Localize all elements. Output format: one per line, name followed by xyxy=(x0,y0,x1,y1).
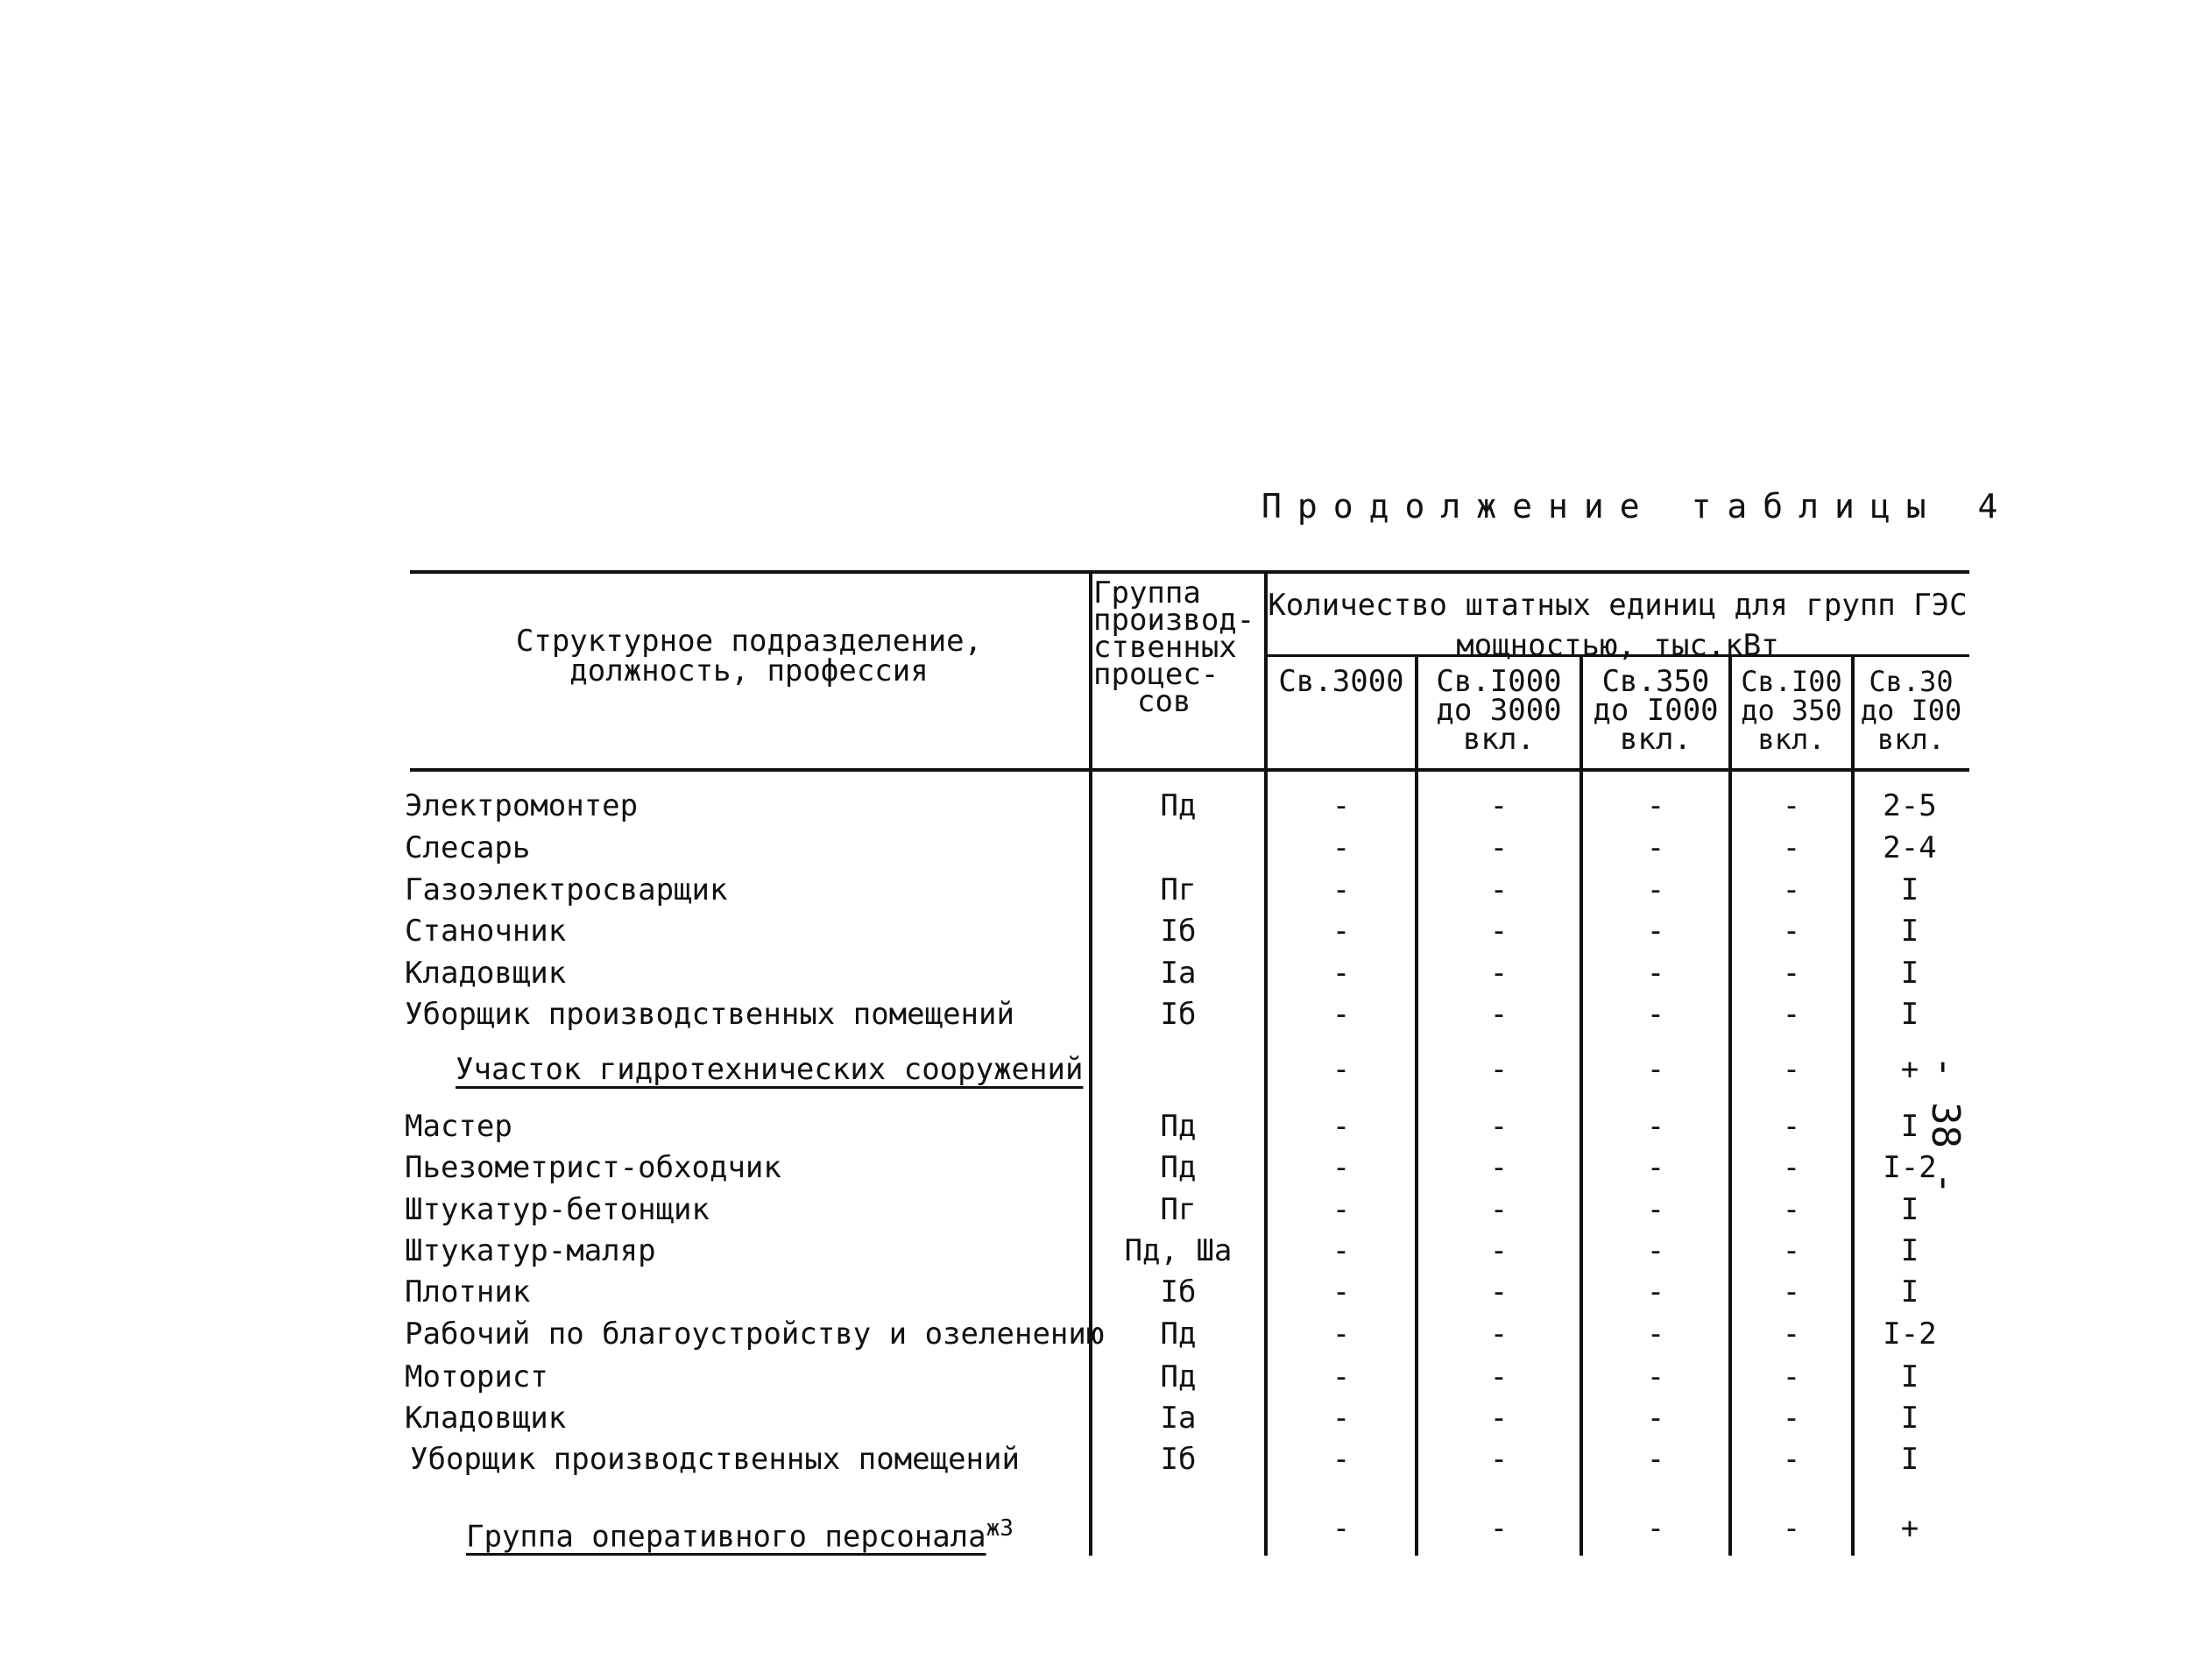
row-group: Пг xyxy=(1160,1192,1197,1227)
row-value: I xyxy=(1900,914,1919,949)
row-value: - xyxy=(1332,830,1351,865)
row-value: - xyxy=(1332,1359,1351,1394)
row-value: - xyxy=(1489,1511,1509,1546)
row-value: - xyxy=(1489,1274,1509,1310)
row-value: - xyxy=(1782,1233,1801,1268)
section-row xyxy=(0,1508,2212,1555)
section-title: Группа оперативного персонала xyxy=(466,1519,986,1555)
row-value: - xyxy=(1646,1109,1665,1144)
row-value: - xyxy=(1489,914,1509,949)
row-value: - xyxy=(1646,830,1665,865)
table-row xyxy=(0,1439,2212,1479)
header-col2-line: производ- xyxy=(1093,603,1255,638)
row-value: - xyxy=(1646,1511,1665,1546)
header-subcol-5 xyxy=(1853,667,1969,754)
row-value: - xyxy=(1782,1150,1801,1185)
row-value: - xyxy=(1332,914,1351,949)
row-value: - xyxy=(1782,1192,1801,1227)
table-top-rule xyxy=(410,570,1969,574)
row-name: Пьезометрист-обходчик xyxy=(405,1150,781,1185)
row-name: Штукатур-бетонщик xyxy=(405,1192,710,1227)
row-value: - xyxy=(1782,872,1801,907)
row-value: - xyxy=(1332,1274,1351,1310)
footnote-mark: ж3 xyxy=(986,1515,1014,1542)
row-name: Электромонтер xyxy=(405,788,639,823)
row-value: - xyxy=(1489,1442,1509,1477)
row-value: I xyxy=(1900,1109,1919,1144)
row-value: - xyxy=(1782,956,1801,991)
row-value: - xyxy=(1489,997,1509,1032)
row-value: - xyxy=(1489,830,1509,865)
row-group: Iб xyxy=(1160,1442,1197,1477)
row-value: I xyxy=(1900,1359,1919,1394)
header-subcol-line: Св.I00 xyxy=(1741,665,1842,698)
header-col1-line: должность, профессия xyxy=(569,653,929,688)
row-value: - xyxy=(1646,1150,1665,1185)
row-group: Iа xyxy=(1160,1401,1197,1436)
header-subcol-line: вкл. xyxy=(1620,722,1692,757)
row-value: - xyxy=(1646,1401,1665,1436)
table-row xyxy=(0,1147,2212,1188)
header-bottom-rule xyxy=(410,768,1969,772)
row-value: - xyxy=(1332,1511,1351,1546)
row-value: - xyxy=(1646,788,1665,823)
row-value: + xyxy=(1900,1511,1919,1546)
row-group: Iб xyxy=(1160,914,1197,949)
row-value: - xyxy=(1782,788,1801,823)
row-value: - xyxy=(1489,1109,1509,1144)
row-name: Слесарь xyxy=(405,830,531,865)
row-value: - xyxy=(1332,1052,1351,1087)
row-value: I xyxy=(1900,956,1919,991)
row-value: - xyxy=(1782,1442,1801,1477)
table-row xyxy=(0,786,2212,826)
header-subcol-3 xyxy=(1581,664,1730,757)
row-value: - xyxy=(1646,914,1665,949)
row-group: Iа xyxy=(1160,956,1197,991)
row-value: - xyxy=(1489,1150,1509,1185)
row-value: - xyxy=(1646,956,1665,991)
header-col2-line: ственных xyxy=(1093,630,1237,665)
row-group: Iб xyxy=(1160,997,1197,1032)
row-value: - xyxy=(1489,956,1509,991)
row-value: I xyxy=(1900,1442,1919,1477)
header-col1-line: Структурное подразделение, xyxy=(515,624,983,659)
row-value: + xyxy=(1900,1052,1919,1087)
table-row xyxy=(0,994,2212,1034)
row-value: - xyxy=(1332,1442,1351,1477)
table-caption: Продолжение таблицы 4 xyxy=(1261,487,2014,526)
table-row xyxy=(0,953,2212,993)
row-value: - xyxy=(1332,1317,1351,1352)
table-row xyxy=(0,1314,2212,1354)
row-group: Пд xyxy=(1160,788,1197,823)
row-value: - xyxy=(1646,997,1665,1032)
row-value: - xyxy=(1646,1359,1665,1394)
row-group: Пд xyxy=(1160,1109,1197,1144)
section-row xyxy=(0,1049,2212,1090)
table-row xyxy=(0,1106,2212,1147)
header-subcol-line: Св.30 xyxy=(1869,665,1954,698)
row-name: Штукатур-маляр xyxy=(405,1233,656,1268)
header-col2-line: сов xyxy=(1137,684,1191,719)
row-value: - xyxy=(1332,1109,1351,1144)
header-subcol-4 xyxy=(1730,667,1853,754)
row-value: - xyxy=(1646,872,1665,907)
row-group: Пг xyxy=(1160,872,1197,907)
row-value: 2-4 xyxy=(1883,830,1937,865)
row-value: I-2 xyxy=(1883,1317,1937,1352)
row-value: - xyxy=(1782,1511,1801,1546)
header-subcol-1 xyxy=(1266,664,1417,699)
row-group: Пд xyxy=(1160,1150,1197,1185)
row-value: - xyxy=(1489,788,1509,823)
row-value: 2-5 xyxy=(1883,788,1937,823)
header-subcol-2 xyxy=(1417,664,1581,757)
header-subcol-line: до 350 xyxy=(1741,694,1842,727)
row-name: Рабочий по благоустройству и озеленению xyxy=(405,1317,1105,1352)
row-value: - xyxy=(1782,1317,1801,1352)
header-col2-line: Группа xyxy=(1093,575,1201,611)
row-value: - xyxy=(1489,1317,1509,1352)
header-subcol-line: до I00 xyxy=(1860,694,1962,727)
table-row xyxy=(0,1398,2212,1438)
row-value: - xyxy=(1646,1442,1665,1477)
row-value: - xyxy=(1332,1192,1351,1227)
row-name: Моторист xyxy=(405,1359,548,1394)
row-value: I xyxy=(1900,997,1919,1032)
header-subcol-line: вкл. xyxy=(1876,723,1946,756)
table-row xyxy=(0,870,2212,910)
header-col1 xyxy=(412,626,1086,686)
row-name: Мастер xyxy=(405,1109,512,1144)
table-row xyxy=(0,828,2212,868)
table-row xyxy=(0,1357,2212,1397)
row-value: - xyxy=(1782,914,1801,949)
row-value: I-2 xyxy=(1883,1150,1937,1185)
row-value: - xyxy=(1489,1192,1509,1227)
row-name: Кладовщик xyxy=(405,1401,567,1436)
section-title-wrap xyxy=(466,1508,1014,1557)
row-group: Пд xyxy=(1160,1359,1197,1394)
row-value: - xyxy=(1489,1233,1509,1268)
header-span xyxy=(1266,585,1969,666)
table-row xyxy=(0,1272,2212,1312)
row-value: - xyxy=(1782,1359,1801,1394)
header-subcol-line: до I000 xyxy=(1593,693,1719,728)
row-name: Газоэлектросварщик xyxy=(405,872,728,907)
header-subcol-line: до 3000 xyxy=(1436,693,1562,728)
section-title: Участок гидротехнических сооружений xyxy=(456,1052,1084,1087)
row-value: - xyxy=(1332,956,1351,991)
row-value: - xyxy=(1489,872,1509,907)
row-value: - xyxy=(1489,1401,1509,1436)
table-row xyxy=(0,911,2212,951)
table-row xyxy=(0,1190,2212,1230)
row-value: - xyxy=(1782,1052,1801,1087)
row-value: - xyxy=(1646,1052,1665,1087)
row-name: Кладовщик xyxy=(405,956,567,991)
row-value: - xyxy=(1646,1192,1665,1227)
row-group: Iб xyxy=(1160,1274,1197,1310)
header-subcol-line: Св.350 xyxy=(1601,664,1710,699)
header-subcol-line: вкл. xyxy=(1463,722,1535,757)
row-value: - xyxy=(1646,1274,1665,1310)
header-subcol-line: вкл. xyxy=(1757,723,1826,756)
row-value: - xyxy=(1782,997,1801,1032)
row-value: - xyxy=(1332,872,1351,907)
header-subcol-line: Св.3000 xyxy=(1278,664,1404,699)
header-col2-line: процес- xyxy=(1093,657,1219,692)
row-value: - xyxy=(1782,1401,1801,1436)
row-value: - xyxy=(1332,1233,1351,1268)
header-span-line: мощностью, тыс.кВт xyxy=(1456,628,1779,663)
row-name: Уборщик производственных помещений xyxy=(405,997,1014,1032)
row-value: I xyxy=(1900,1233,1919,1268)
header-subcol-line: Св.I000 xyxy=(1436,664,1562,699)
row-value: - xyxy=(1332,1150,1351,1185)
table-row xyxy=(0,1231,2212,1271)
header-span-line: Количество штатных единиц для групп ГЭС xyxy=(1268,588,1968,623)
row-value: - xyxy=(1332,788,1351,823)
row-value: - xyxy=(1489,1052,1509,1087)
row-value: - xyxy=(1332,997,1351,1032)
row-value: I xyxy=(1900,1274,1919,1310)
row-value: - xyxy=(1332,1401,1351,1436)
row-name: Станочник xyxy=(405,914,567,949)
page-number: - 38 - xyxy=(1923,1055,1968,1195)
row-name: Уборщик производственных помещений xyxy=(410,1442,1020,1477)
header-col2 xyxy=(1093,575,1255,719)
row-value: - xyxy=(1646,1233,1665,1268)
row-value: I xyxy=(1900,872,1919,907)
row-value: - xyxy=(1782,830,1801,865)
row-value: - xyxy=(1782,1109,1801,1144)
row-value: - xyxy=(1489,1359,1509,1394)
row-value: - xyxy=(1782,1274,1801,1310)
row-value: - xyxy=(1646,1317,1665,1352)
row-value: I xyxy=(1900,1401,1919,1436)
row-group: Пд, Ша xyxy=(1124,1233,1233,1268)
row-value: I xyxy=(1900,1192,1919,1227)
row-group: Пд xyxy=(1160,1317,1197,1352)
row-name: Плотник xyxy=(405,1274,531,1310)
